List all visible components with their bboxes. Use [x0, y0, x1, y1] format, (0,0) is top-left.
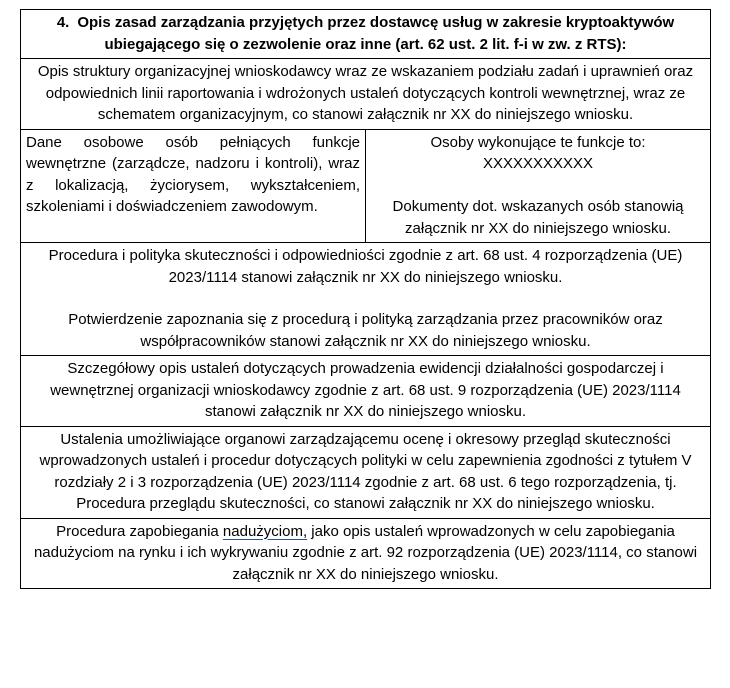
section-number: 4.: [56, 14, 70, 31]
abuse-row: [21, 518, 711, 589]
section-title: Opis zasad zarządzania przyjętych przez dostawcę usług w zakresie kryptoaktywów ubiegającego się o zezwolenie oraz inne (art. 62 ust. 2 lit. f-i w zw. z RTS):: [77, 14, 675, 53]
records-text: Szczegółowy opis ustaleń dotyczących prowadzenia ewidencji działalności gospodarczej i wewnętrznej organizacji wnioskodawcy zgodnie z art. 68 ust. 9 rozporządzenia (UE) 2023/1114 stanowi załącznik nr XX do niniejszego wniosku.: [21, 356, 711, 427]
structure-row: [21, 59, 711, 130]
review-row: [21, 426, 711, 518]
header-row: [21, 10, 711, 59]
abuse-underlined-word: nadużyciom,: [222, 522, 308, 540]
procedure-row: [21, 243, 711, 356]
procedure-text-1: Procedura i polityka skuteczności i odpowiedniości zgodnie z art. 68 ust. 4 rozporządzenia (UE) 2023/1114 stanowi załącznik nr XX do niniejszego wniosku.: [48, 247, 683, 286]
procedure-cell: [21, 243, 711, 356]
personal-data-row: [21, 129, 711, 243]
personal-data-answer-cell: [366, 129, 711, 243]
procedure-text-2: Potwierdzenie zapoznania się z procedurą i polityką zarządzania przez pracowników oraz współpracowników stanowi załącznik nr XX do niniejszego wniosku.: [68, 311, 663, 350]
persons-value: XXXXXXXXXXX: [482, 155, 594, 172]
governance-table: [20, 9, 711, 589]
structure-text: Opis struktury organizacyjnej wnioskodawcy wraz ze wskazaniem podziału zadań i uprawnień oraz odpowiednich linii raportowania i wdrożonych ustaleń dotyczących kontroli wewnętrznej, wraz ze schematem organizacyjnym, co stanowi załącznik nr XX do niniejszego wniosku.: [21, 59, 711, 130]
abuse-text-before: Procedura zapobiegania: [56, 522, 223, 540]
personal-data-description: Dane osobowe osób pełniących funkcje wewnętrzne (zarządcze, nadzoru i kontroli), wraz z lokalizacją, życiorysem, wykształceniem, szkoleniami i doświadczeniem zawodowym.: [21, 129, 366, 243]
persons-label: Osoby wykonujące te funkcje to:: [430, 133, 646, 151]
abuse-text-after: jako opis ustaleń wprowadzonych w celu zapobiegania nadużyciom na rynku i ich wykrywaniu zgodnie z art. 92 rozporządzenia (UE) 2023/1114, co stanowi załącznik nr XX do niniejszego wniosku.: [33, 522, 698, 583]
review-text: Ustalenia umożliwiające organowi zarządzającemu ocenę i okresowy przegląd skuteczności wprowadzonych ustaleń i procedur dotyczących polityki w celu zapewnienia zgodności z tytułem V rozdziały 2 i 3 rozporządzenia (UE) 2023/1114 zgodnie z art. 68 ust. 6 tego rozporządzenia, tj. Procedura przeglądu skuteczności, co stanowi załącznik nr XX do niniejszego wniosku.: [21, 426, 711, 518]
records-row: [21, 356, 711, 427]
section-title-cell: [21, 10, 711, 59]
abuse-cell: [21, 518, 711, 589]
persons-documents-note: Dokumenty dot. wskazanych osób stanowią załącznik nr XX do niniejszego wniosku.: [392, 198, 684, 237]
